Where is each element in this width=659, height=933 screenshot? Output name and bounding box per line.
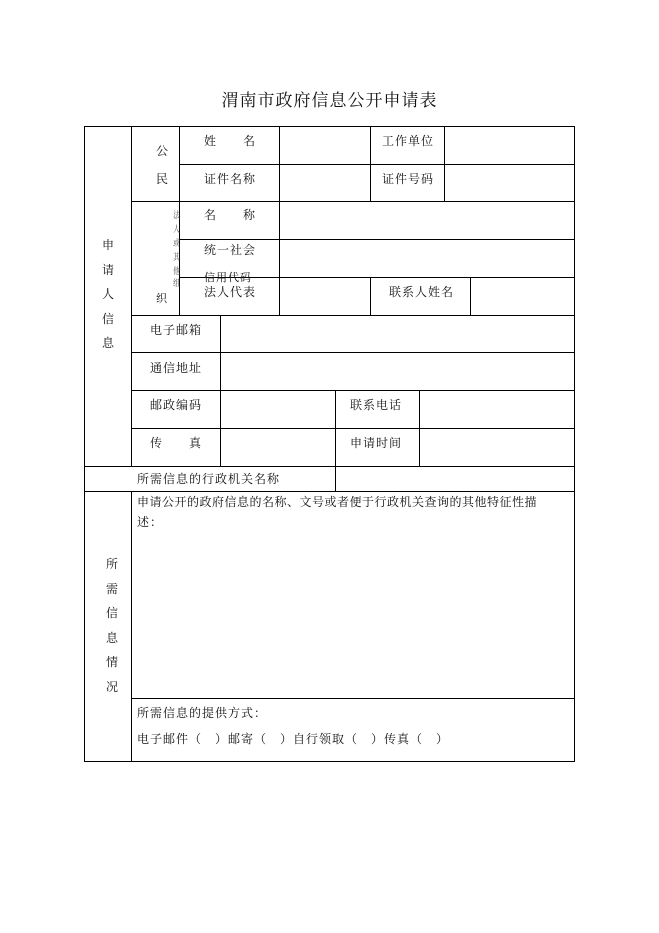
rule: [335, 466, 336, 491]
credit-code-label: 统一社会: [204, 243, 257, 257]
method-label: 所需信息的提供方式：: [137, 706, 268, 720]
application-form: [84, 126, 575, 762]
phone-label: 联系电话: [350, 398, 403, 412]
rule: [131, 428, 574, 429]
method-options: 电子邮件（ ）邮寄（ ）自行领取（ ）传真（ ）: [137, 732, 450, 746]
rule: [179, 239, 574, 240]
id-number-label: 证件号码: [382, 172, 435, 186]
rule: [470, 277, 471, 315]
rule: [179, 164, 574, 165]
postcode-label: 邮政编码: [150, 398, 203, 412]
org-label-faint-3: 或: [173, 239, 180, 249]
applicant-section-label: 申 请 人 信 息: [102, 238, 115, 350]
rule: [279, 201, 280, 315]
rule: [131, 126, 132, 466]
org-label-faint-1: 法: [173, 211, 180, 221]
email-label: 电子邮箱: [150, 323, 203, 337]
org-label-faint-5: 他: [173, 267, 180, 277]
name-label: 姓 名: [204, 134, 257, 148]
credit-code-clipped-wrap: [204, 265, 279, 284]
description-line-1: 申请公开的政府信息的名称、文号或者便于行政机关查询的其他特征性描: [137, 495, 538, 509]
legal-rep-label: 法人代表: [204, 285, 257, 299]
rule: [131, 491, 132, 762]
rule: [84, 491, 575, 492]
rule: [131, 352, 574, 353]
contact-name-label: 联系人姓名: [389, 285, 455, 299]
citizen-label-2: 民: [156, 172, 170, 186]
page-title: 渭南市政府信息公开申请表: [221, 91, 438, 111]
org-label-faint-2: 人: [173, 225, 180, 235]
info-section-label: 所 需 信 息 情 况: [106, 557, 119, 694]
rule: [370, 277, 371, 315]
org-label-faint-6: 组: [173, 279, 180, 289]
org-name-label: 名 称: [204, 208, 257, 222]
rule: [84, 466, 575, 467]
fax-label: 传 真: [150, 436, 203, 450]
id-name-label: 证件名称: [204, 172, 257, 186]
apply-time-label: 申请时间: [350, 436, 403, 450]
rule: [131, 315, 574, 316]
form-border-left: [84, 126, 85, 762]
rule: [131, 698, 574, 699]
rule: [419, 390, 420, 466]
address-label: 通信地址: [150, 361, 203, 375]
citizen-label-1: 公: [156, 144, 170, 158]
description-line-2: 述：: [137, 515, 164, 529]
form-border-right: [574, 126, 575, 762]
rule: [131, 201, 574, 202]
org-label-faint-4: 其: [173, 253, 180, 263]
agency-name-label: 所需信息的行政机关名称: [137, 472, 281, 486]
rule: [220, 315, 221, 466]
form-border-top: [84, 126, 575, 127]
rule: [131, 390, 574, 391]
rule: [370, 126, 371, 201]
rule: [444, 126, 445, 201]
work-unit-label: 工作单位: [382, 134, 435, 148]
rule: [335, 390, 336, 466]
credit-code-label-clipped: 信用代码: [204, 271, 252, 284]
form-border-bottom: [84, 761, 575, 762]
rule: [279, 126, 280, 201]
org-label: 织: [156, 292, 168, 305]
